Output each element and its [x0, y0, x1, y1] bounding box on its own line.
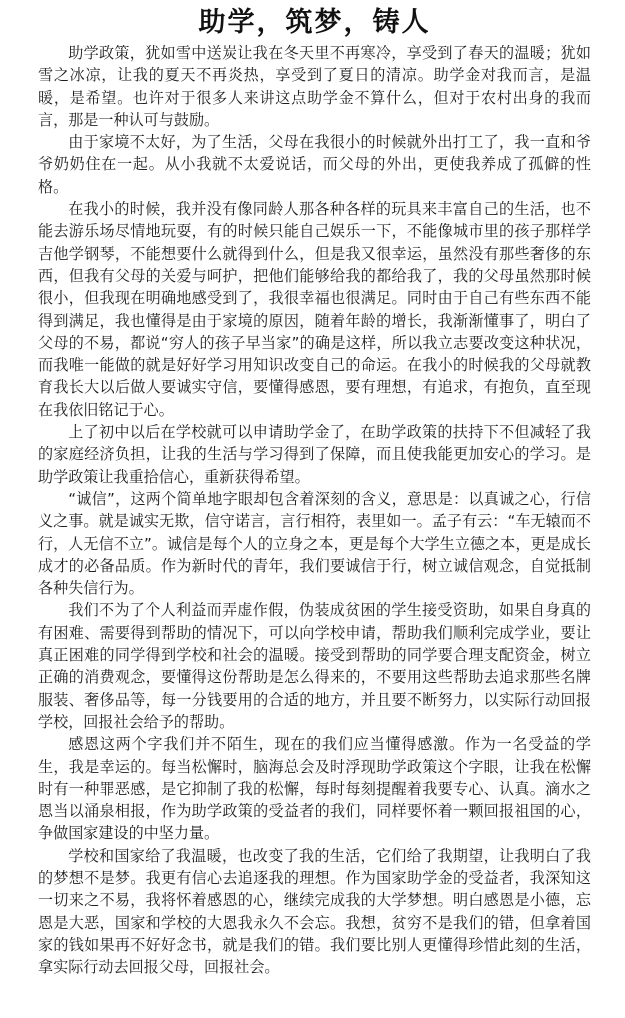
document-title: 助学，筑梦，铸人	[198, 7, 431, 38]
paragraph-3: 在我小的时候，我并没有像同龄人那各种各样的玩具来丰富自己的生活，也不能去游乐场尽情地玩耍，有的时候只能自己娱乐一下，不能像城市里的孩子那样学吉他学钢琴，不能想要什么就得到什么，但是我又很幸运，虽然没有那些奢侈的东西，但我有父母的关爱与呵护，把他们能够给我的都给我了，我的父母虽然那时候很小，但我现在明确地感受到了，我很幸福也很满足。同时由于自己有些东西不能得到满足，我也懂得是由于家境的原因，随着年龄的增长，我渐渐懂事了，明白了父母的不易，都说“穷人的孩子早当家”的确是这样，所以我立志要改变这种状况，而我唯一能做的就是好好学习用知识改变自己的命运。在我小的时候我的父母就教育我长大以后做人要诚实守信，要懂得感恩，要有理想，有追求，有抱负，直至现在我依旧铭记于心。	[38, 200, 591, 419]
paragraph-5: “诚信”，这两个简单地字眼却包含着深刻的含义，意思是：以真诚之心，行信义之事。就是诚实无欺，信守诺言，言行相符，表里如一。孟子有云：“车无辕而不行，人无信不立”。诚信是每个人的立身之本，更是每个大学生立德之本，更是成长成才的必备品质。作为新时代的青年，我们要诚信于行，树立诚信观念，自觉抵制各种失信行为。	[38, 489, 591, 598]
paragraph-1: 助学政策，犹如雪中送炭让我在冬天里不再寒冷，享受到了春天的温暖；犹如雪之冰凉，让我的夏天不再炎热，享受到了夏日的清凉。助学金对我而言，是温暖，是希望。也许对于很多人来讲这点助学金不算什么，但对于农村出身的我而言，那是一种认可与鼓励。	[38, 44, 591, 129]
paragraph-4: 上了初中以后在学校就可以申请助学金了，在助学政策的扶持下不但减轻了我的家庭经济负担，让我的生活与学习得到了保障，而且使我能更加安心的学习。是助学政策让我重拾信心，重新获得希望。	[38, 423, 591, 486]
paragraph-6: 我们不为了个人利益而弄虚作假，伪装成贫困的学生接受资助，如果自身真的有困难、需要得到帮助的情况下，可以向学校申请，帮助我们顺利完成学业，要让真正困难的同学得到学校和社会的温暖。接受到帮助的同学要合理支配资金，树立正确的消费观念，要懂得这份帮助是怎么得来的，不要用这些帮助去追求那些名牌服装、奢侈品等，每一分钱要用的合适的地方，并且要不断努力，以实际行动回报学校，回报社会给予的帮助。	[38, 601, 591, 731]
paragraph-2: 由于家境不太好，为了生活，父母在我很小的时候就外出打工了，我一直和爷爷奶奶住在一起。从小我就不太爱说话，而父母的外出，更使我养成了孤僻的性格。	[38, 133, 591, 196]
paragraph-8: 学校和国家给了我温暖，也改变了我的生活，它们给了我期望，让我明白了我的梦想不是梦。我更有信心去追逐我的理想。作为国家助学金的受益者，我深知这一切来之不易，我将怀着感恩的心，继续完成我的大学梦想。明白感恩是小德，忘恩是大恶，国家和学校的大恩我永久不会忘。我想，贫穷不是我们的错，但拿着国家的钱如果再不好好念书，就是我们的错。我们要比别人更懂得珍惜此刻的生活，拿实际行动去回报父母，回报社会。	[38, 846, 591, 977]
paragraph-7: 感恩这两个字我们并不陌生，现在的我们应当懂得感激。作为一名受益的学生，我是幸运的。每当松懈时，脑海总会及时浮现助学政策这个字眼，让我在松懈时有一种罪恶感，是它抑制了我的松懈，每时每刻提醒着我要专心、认真。滴水之恩当以涌泉相报，作为助学政策的受益者的我们，同样要怀着一颗回报祖国的心，争做国家建设的中坚力量。	[38, 735, 591, 843]
